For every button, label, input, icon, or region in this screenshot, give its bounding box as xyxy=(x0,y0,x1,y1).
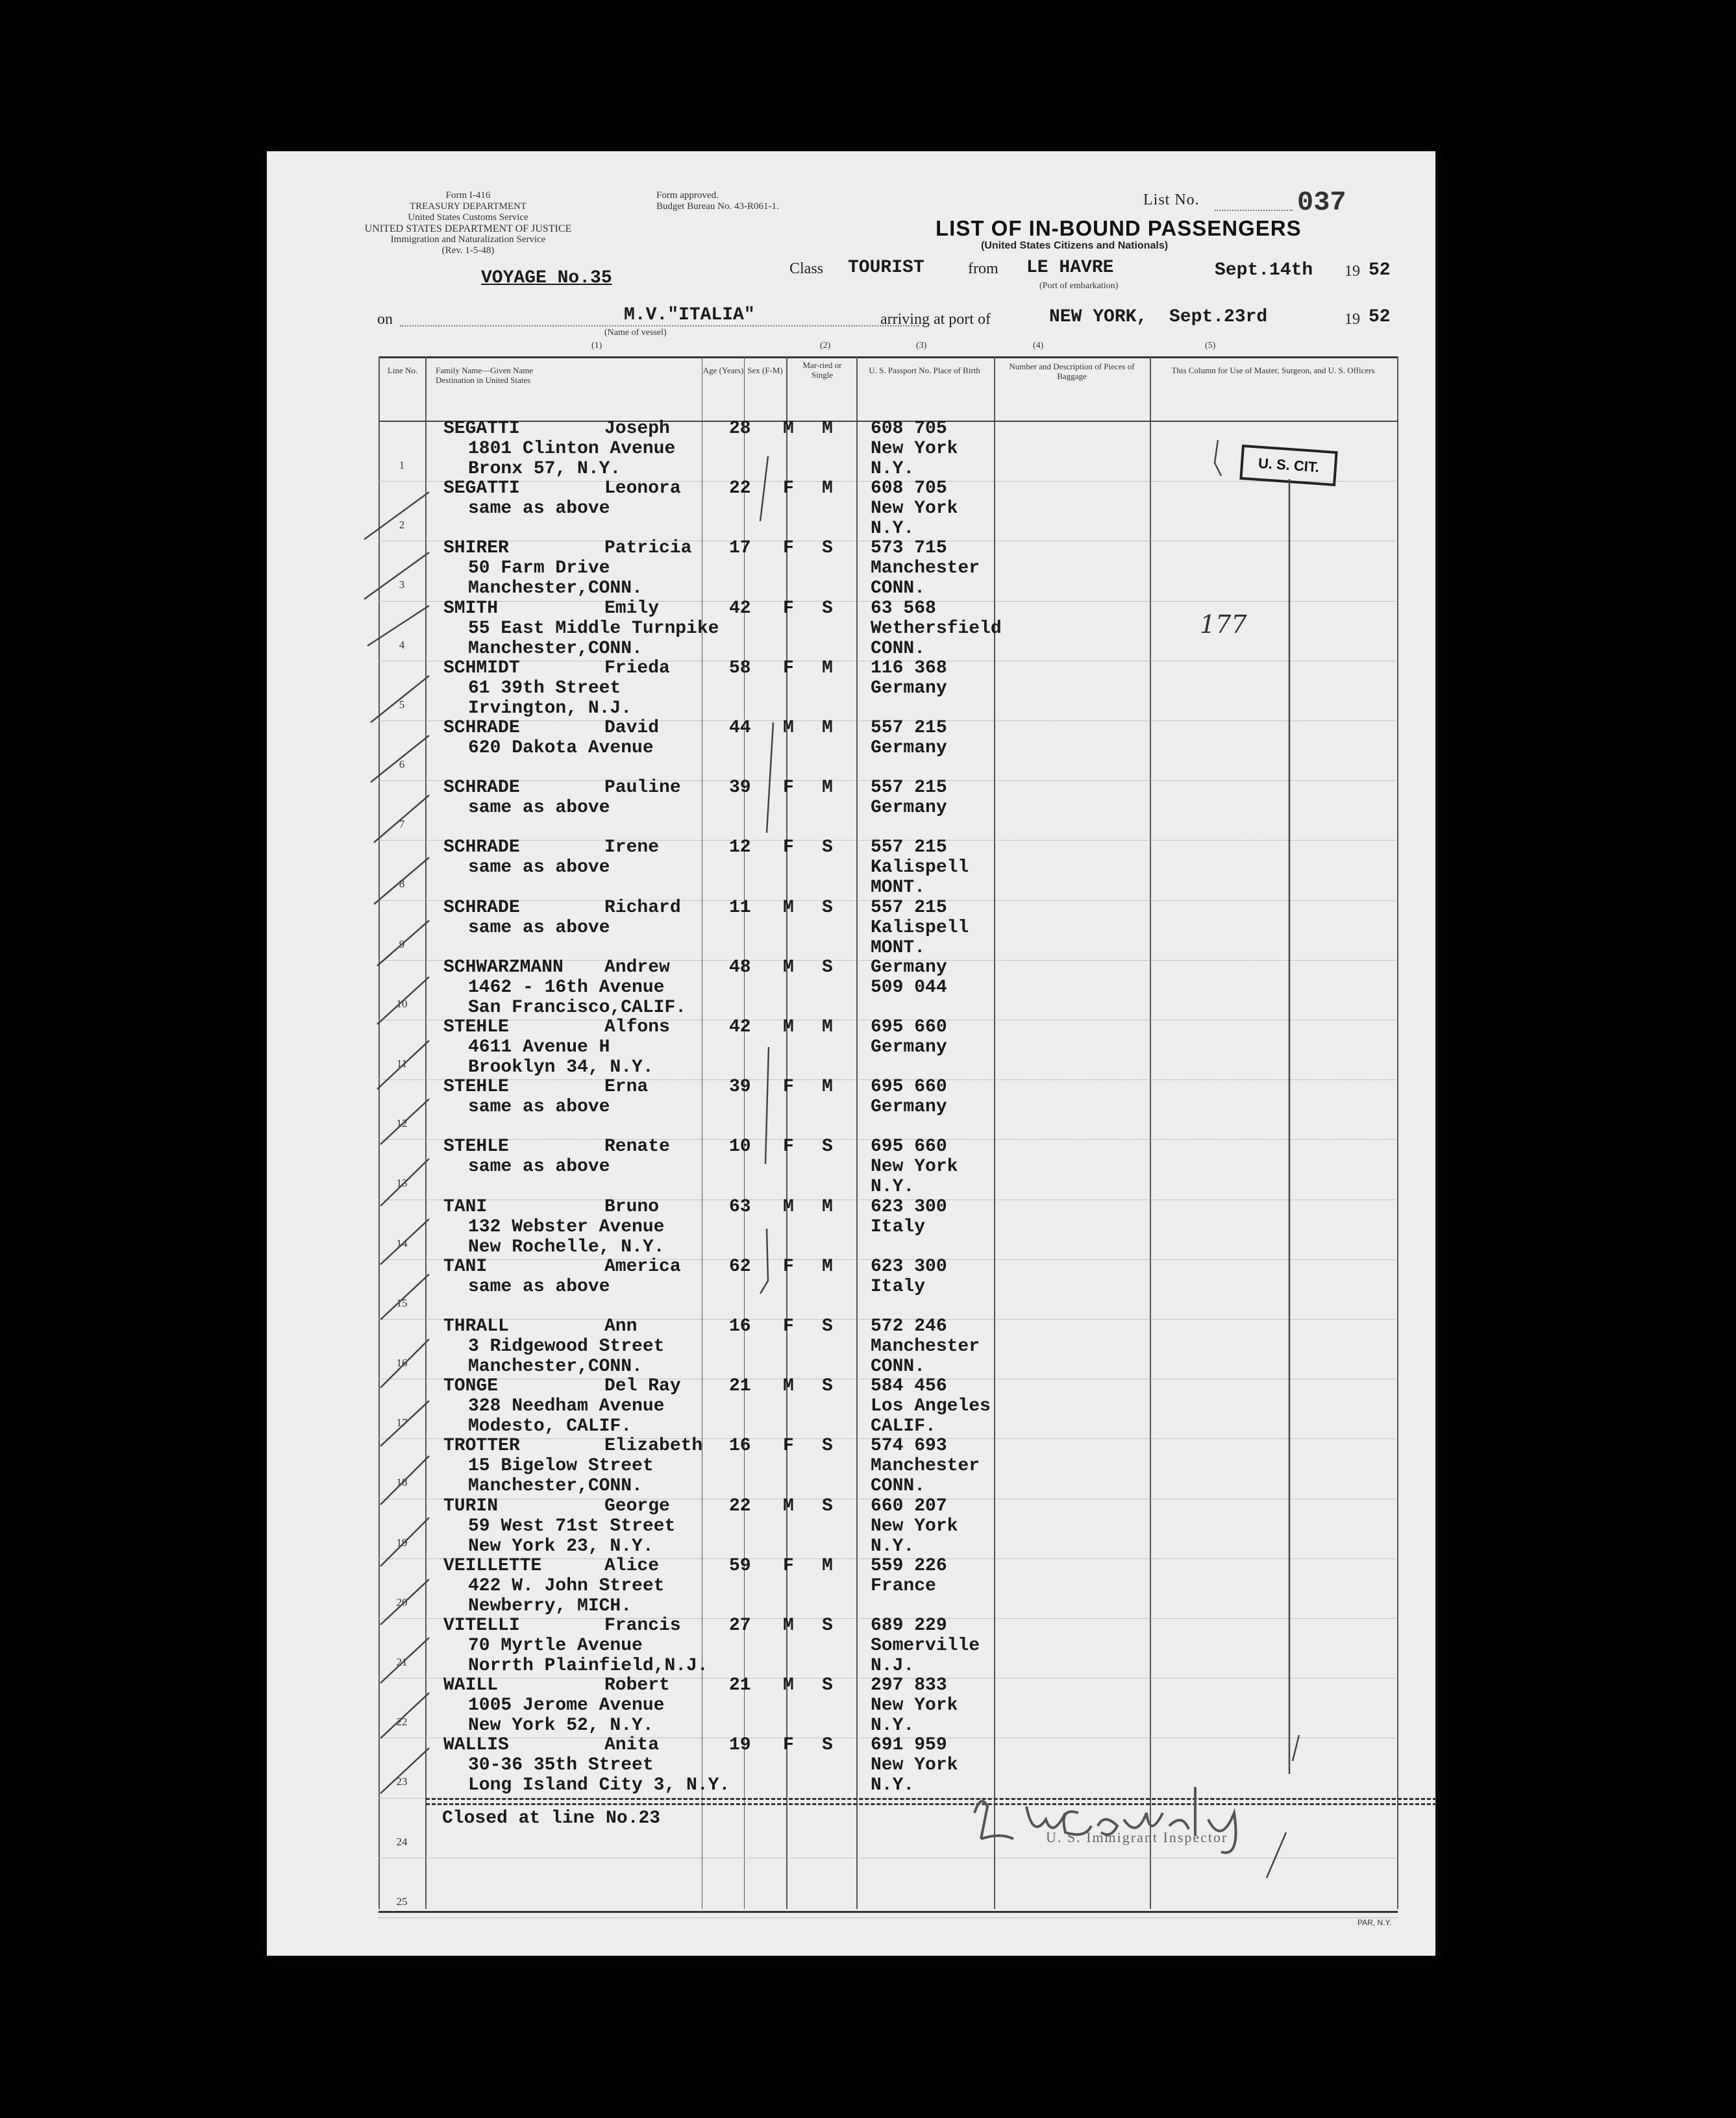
passport-number: 573 715 xyxy=(871,538,947,559)
class-label: Class xyxy=(789,260,824,277)
place-of-birth: New York xyxy=(871,1755,958,1776)
year-1: 52 xyxy=(1369,260,1391,280)
sex: F xyxy=(783,1735,794,1756)
family-name: SEGATTI xyxy=(443,478,520,499)
given-name: Anita xyxy=(604,1735,660,1756)
us-citizen-stamp: U. S. CIT. xyxy=(1239,445,1337,486)
passport-number: 608 705 xyxy=(871,478,947,499)
place-of-birth: Italy xyxy=(871,1276,926,1297)
given-name: Leonora xyxy=(604,478,681,499)
age: 62 xyxy=(729,1256,751,1277)
col-num-3: (3) xyxy=(916,341,927,351)
closed-line-note: Closed at line No.23 xyxy=(442,1808,661,1829)
check-marks xyxy=(267,151,1435,1956)
vessel-name: M.V."ITALIA" xyxy=(624,305,755,325)
age: 27 xyxy=(729,1616,751,1636)
passport-number: 608 705 xyxy=(871,419,947,439)
col-num-1: (1) xyxy=(591,341,602,351)
family-name: SCHWARZMANN xyxy=(443,957,564,978)
passport-number: 572 246 xyxy=(871,1316,947,1336)
sex: M xyxy=(783,1376,794,1397)
form-number: Form I-416 xyxy=(445,190,491,201)
place-of-birth: Wethersfield xyxy=(871,618,1002,639)
sex: F xyxy=(783,598,794,619)
given-name: Robert xyxy=(604,1675,670,1696)
marital-status: M xyxy=(822,478,833,499)
place-of-birth: Germany xyxy=(871,798,947,819)
address-line-1: 422 W. John Street xyxy=(468,1575,665,1596)
address-line-1: 328 Needham Avenue xyxy=(468,1396,665,1417)
given-name: Joseph xyxy=(604,419,670,439)
age: 21 xyxy=(729,1376,751,1397)
family-name: SCHMIDT xyxy=(443,658,520,678)
place-of-birth-state: N.Y. xyxy=(871,459,915,479)
family-name: VEILLETTE xyxy=(443,1555,542,1576)
family-name: SCHRADE xyxy=(443,837,520,858)
inspector-title: U. S. Immigrant Inspector xyxy=(1046,1829,1228,1845)
sex: M xyxy=(783,419,794,439)
given-name: Patricia xyxy=(604,538,692,559)
given-name: David xyxy=(604,718,660,738)
sex: M xyxy=(783,1196,794,1217)
place-of-birth: Manchester xyxy=(871,1456,980,1477)
line-number: 8 xyxy=(399,878,405,890)
passport-number: 297 833 xyxy=(871,1675,947,1696)
family-name: TANI xyxy=(443,1196,488,1217)
age: 22 xyxy=(729,1496,751,1516)
list-no-label: List No. xyxy=(1143,191,1200,208)
age: 48 xyxy=(729,957,751,978)
given-name: Bruno xyxy=(604,1196,660,1217)
age: 16 xyxy=(729,1436,751,1457)
marital-status: M xyxy=(822,1256,833,1277)
line-number: 24 xyxy=(396,1836,408,1848)
approved-text: Form approved. xyxy=(656,190,719,201)
line-number: 2 xyxy=(399,519,405,531)
revision: (Rev. 1-5-48) xyxy=(441,245,495,256)
line-number: 5 xyxy=(399,698,405,711)
passport-number: Germany xyxy=(871,957,947,978)
sex: F xyxy=(783,1256,794,1277)
place-of-birth-state: N.Y. xyxy=(871,519,915,539)
from-label: from xyxy=(968,260,998,277)
place-of-birth-state: N.Y. xyxy=(871,1536,915,1557)
ins-service: Immigration and Naturalization Service xyxy=(390,234,546,245)
marital-status: S xyxy=(822,598,833,619)
address-line-2: New York 23, N.Y. xyxy=(468,1536,654,1557)
address-line-2: Newberry, MICH. xyxy=(468,1595,632,1616)
sex: M xyxy=(783,1616,794,1636)
address-line-2: Manchester,CONN. xyxy=(468,638,643,659)
class-value: TOURIST xyxy=(848,258,924,278)
line-number: 17 xyxy=(396,1416,408,1429)
arrival-port: NEW YORK, xyxy=(1049,307,1148,327)
given-name: Irene xyxy=(604,837,660,858)
passport-number: 557 215 xyxy=(871,718,947,738)
head-married: Mar-ried or Single xyxy=(802,360,842,380)
address-line-1: 4611 Avenue H xyxy=(468,1037,610,1057)
passport-number: 557 215 xyxy=(871,837,947,858)
sex: F xyxy=(783,478,794,499)
page-title: LIST OF IN-BOUND PASSENGERS xyxy=(936,216,1302,240)
age: 16 xyxy=(729,1316,751,1336)
marital-status: S xyxy=(822,1735,833,1756)
marital-status: M xyxy=(822,1196,833,1217)
head-passport: U. S. Passport No. Place of Birth xyxy=(869,365,980,375)
address-line-1: same as above xyxy=(468,917,610,938)
age: 11 xyxy=(729,897,751,918)
age: 22 xyxy=(729,478,751,499)
line-number: 9 xyxy=(399,938,405,950)
age: 17 xyxy=(729,538,751,559)
family-name: WALLIS xyxy=(443,1735,509,1756)
place-of-birth: Somerville xyxy=(871,1636,980,1656)
line-number: 10 xyxy=(396,998,408,1010)
place-of-birth: New York xyxy=(871,499,958,519)
place-of-birth-state: CONN. xyxy=(871,638,926,659)
marital-status: M xyxy=(822,658,833,678)
passport-number: 559 226 xyxy=(871,1555,947,1576)
passport-number: 557 215 xyxy=(871,778,947,798)
age: 58 xyxy=(729,658,751,678)
family-name: STEHLE xyxy=(443,1077,509,1098)
passport-number: 623 300 xyxy=(871,1256,947,1277)
col-num-2: (2) xyxy=(820,341,831,351)
address-line-2: Norrth Plainfield,N.J. xyxy=(468,1656,708,1676)
head-destination-label: Destination in United States xyxy=(436,375,531,385)
address-line-2: New York 52, N.Y. xyxy=(468,1716,654,1736)
place-of-birth-state: N.Y. xyxy=(871,1177,915,1198)
marital-status: S xyxy=(822,837,833,858)
place-of-birth-state: CONN. xyxy=(871,1476,926,1497)
given-name: America xyxy=(604,1256,681,1277)
marital-status: S xyxy=(822,897,833,918)
place-of-birth: Manchester xyxy=(871,1336,980,1357)
sex: M xyxy=(783,957,794,978)
address-line-1: 1801 Clinton Avenue xyxy=(468,439,676,459)
marital-status: S xyxy=(822,1436,833,1457)
sex: F xyxy=(783,1077,794,1098)
address-line-1: 30-36 35th Street xyxy=(468,1755,654,1776)
sex: F xyxy=(783,1555,794,1576)
place-of-birth-state: CONN. xyxy=(871,1357,926,1377)
line-number: 1 xyxy=(399,459,405,471)
family-name: SHIRER xyxy=(443,538,509,559)
departure-date: Sept.14th xyxy=(1215,260,1313,280)
address-line-1: 15 Bigelow Street xyxy=(468,1456,654,1477)
age: 12 xyxy=(729,837,751,858)
head-baggage: Number and Description of Pieces of Baggage xyxy=(1009,362,1135,381)
given-name: Frieda xyxy=(604,658,670,678)
place-of-birth: Kalispell xyxy=(871,857,969,878)
address-line-1: same as above xyxy=(468,1157,610,1177)
age: 59 xyxy=(729,1555,751,1576)
arrival-date: Sept.23rd xyxy=(1169,307,1268,327)
marital-status: M xyxy=(822,419,833,439)
place-of-birth: 509 044 xyxy=(871,977,947,998)
place-of-birth: Manchester xyxy=(871,558,980,579)
passport-number: 691 959 xyxy=(871,1735,947,1756)
given-name: Ann xyxy=(604,1316,638,1336)
vessel-caption: (Name of vessel) xyxy=(604,328,667,338)
given-name: Andrew xyxy=(604,957,670,978)
given-name: Erna xyxy=(604,1077,649,1098)
marital-status: M xyxy=(822,1077,833,1098)
justice-dept: UNITED STATES DEPARTMENT OF JUSTICE xyxy=(364,223,572,234)
passport-number: 695 660 xyxy=(871,1137,947,1157)
line-number: 18 xyxy=(396,1476,408,1488)
marital-status: S xyxy=(822,1376,833,1397)
address-line-1: 1462 - 16th Avenue xyxy=(468,977,665,998)
line-number: 22 xyxy=(396,1716,408,1728)
family-name: THRALL xyxy=(443,1316,509,1336)
col-num-5: (5) xyxy=(1205,341,1216,351)
place-of-birth-state: N.J. xyxy=(871,1656,915,1676)
on-label: on xyxy=(377,311,393,328)
marital-status: S xyxy=(822,1316,833,1336)
address-line-1: same as above xyxy=(468,499,610,519)
passport-number: 623 300 xyxy=(871,1196,947,1217)
marital-status: S xyxy=(822,1137,833,1157)
address-line-1: 620 Dakota Avenue xyxy=(468,738,654,758)
passport-number: 116 368 xyxy=(871,658,947,678)
line-number: 3 xyxy=(399,578,405,591)
address-line-2: Manchester,CONN. xyxy=(468,578,643,599)
address-line-1: same as above xyxy=(468,1276,610,1297)
sex: M xyxy=(783,718,794,738)
head-officers: This Column for Use of Master, Surgeon, and U. S. Officers xyxy=(1171,365,1375,375)
given-name: Pauline xyxy=(604,778,681,798)
place-of-birth: Italy xyxy=(871,1216,926,1237)
place-of-birth-state: CONN. xyxy=(871,578,926,599)
marital-status: S xyxy=(822,1675,833,1696)
age: 63 xyxy=(729,1196,751,1217)
family-name: SEGATTI xyxy=(443,419,520,439)
address-line-2: San Francisco,CALIF. xyxy=(468,997,687,1018)
address-line-1: 70 Myrtle Avenue xyxy=(468,1636,643,1656)
place-of-birth: Germany xyxy=(871,738,947,758)
head-line-no: Line No. xyxy=(387,365,418,375)
marital-status: S xyxy=(822,538,833,559)
passport-number: 63 568 xyxy=(871,598,936,619)
family-name: SCHRADE xyxy=(443,718,520,738)
treasury-dept: TREASURY DEPARTMENT xyxy=(409,201,527,212)
list-no-value: 037 xyxy=(1297,187,1346,218)
age: 42 xyxy=(729,598,751,619)
age: 21 xyxy=(729,1675,751,1696)
address-line-2: Long Island City 3, N.Y. xyxy=(468,1775,730,1796)
voyage-number: VOYAGE No.35 xyxy=(481,268,612,288)
address-line-2: Manchester,CONN. xyxy=(468,1476,643,1497)
family-name: TURIN xyxy=(443,1496,499,1516)
passport-number: 695 660 xyxy=(871,1077,947,1098)
family-name: SCHRADE xyxy=(443,897,520,918)
sex: F xyxy=(783,538,794,559)
line-number: 11 xyxy=(396,1057,408,1070)
line-number: 23 xyxy=(396,1775,408,1788)
year-prefix-2: 19 xyxy=(1345,311,1360,328)
passport-number: 689 229 xyxy=(871,1616,947,1636)
given-name: Emily xyxy=(604,598,660,619)
family-name: TANI xyxy=(443,1256,488,1277)
sex: F xyxy=(783,1436,794,1457)
line-number: 7 xyxy=(399,818,405,830)
place-of-birth: New York xyxy=(871,439,958,459)
family-name: TROTTER xyxy=(443,1436,520,1457)
year-2: 52 xyxy=(1369,307,1391,327)
passport-number: 660 207 xyxy=(871,1496,947,1516)
sex: F xyxy=(783,778,794,798)
marital-status: S xyxy=(822,957,833,978)
budget-bureau: Budget Bureau No. 43-R061-1. xyxy=(656,201,779,212)
sex: F xyxy=(783,1137,794,1157)
place-of-birth: Germany xyxy=(871,678,947,698)
given-name: Alfons xyxy=(604,1017,670,1037)
line-number: 15 xyxy=(396,1297,408,1309)
page-subtitle: (United States Citizens and Nationals) xyxy=(981,240,1169,251)
sex: F xyxy=(783,658,794,678)
family-name: WAILL xyxy=(443,1675,499,1696)
manifest-page xyxy=(267,151,1435,1956)
passport-number: 695 660 xyxy=(871,1017,947,1037)
age: 28 xyxy=(729,419,751,439)
line-number: 25 xyxy=(396,1895,408,1908)
given-name: Richard xyxy=(604,897,681,918)
address-line-2: New Rochelle, N.Y. xyxy=(468,1237,665,1257)
address-line-2: Manchester,CONN. xyxy=(468,1357,643,1377)
line-number: 13 xyxy=(396,1177,408,1189)
address-line-1: 59 West 71st Street xyxy=(468,1516,676,1536)
arriving-label: arriving at port of xyxy=(880,311,991,328)
line-number: 12 xyxy=(396,1117,408,1129)
given-name: Elizabeth xyxy=(604,1436,703,1457)
place-of-birth-state: MONT. xyxy=(871,878,926,898)
place-of-birth: Los Angeles xyxy=(871,1396,991,1417)
port-caption: (Port of embarkation) xyxy=(1039,281,1119,291)
address-line-1: 132 Webster Avenue xyxy=(468,1216,665,1237)
sex: M xyxy=(783,1675,794,1696)
sex: M xyxy=(783,897,794,918)
address-line-1: same as above xyxy=(468,1097,610,1118)
age: 42 xyxy=(729,1017,751,1037)
line-number: 6 xyxy=(399,758,405,770)
address-line-1: 1005 Jerome Avenue xyxy=(468,1695,665,1716)
marital-status: S xyxy=(822,1496,833,1516)
place-of-birth: New York xyxy=(871,1516,958,1536)
address-line-2: Modesto, CALIF. xyxy=(468,1416,632,1437)
address-line-1: 3 Ridgewood Street xyxy=(468,1336,665,1357)
address-line-1: same as above xyxy=(468,857,610,878)
line-number: 4 xyxy=(399,639,405,651)
place-of-birth: New York xyxy=(871,1157,958,1177)
marital-status: S xyxy=(822,1616,833,1636)
head-age: Age (Years) xyxy=(702,365,744,375)
line-number: 16 xyxy=(396,1357,408,1369)
address-line-1: 55 East Middle Turnpike xyxy=(468,618,719,639)
place-of-birth: Germany xyxy=(871,1097,947,1118)
handwritten-number: 177 xyxy=(1200,610,1247,639)
address-line-2: Irvington, N.J. xyxy=(468,698,632,719)
age: 19 xyxy=(729,1735,751,1756)
printer-mark: PAR, N.Y. xyxy=(1358,1918,1392,1927)
sex: M xyxy=(783,1017,794,1037)
place-of-birth: Germany xyxy=(871,1037,947,1057)
given-name: Renate xyxy=(604,1137,670,1157)
given-name: Francis xyxy=(604,1616,681,1636)
given-name: Del Ray xyxy=(604,1376,681,1397)
line-number: 19 xyxy=(396,1536,408,1549)
family-name: STEHLE xyxy=(443,1017,509,1037)
family-name: SMITH xyxy=(443,598,499,619)
place-of-birth: France xyxy=(871,1575,936,1596)
age: 10 xyxy=(729,1137,751,1157)
head-name-label: Family Name—Given Name xyxy=(436,365,534,375)
marital-status: M xyxy=(822,718,833,738)
customs-service: United States Customs Service xyxy=(408,212,528,223)
place-of-birth-state: N.Y. xyxy=(871,1716,915,1736)
age: 39 xyxy=(729,778,751,798)
marital-status: M xyxy=(822,1017,833,1037)
address-line-1: same as above xyxy=(468,798,610,819)
sex: F xyxy=(783,837,794,858)
family-name: SCHRADE xyxy=(443,778,520,798)
address-line-2: Bronx 57, N.Y. xyxy=(468,459,621,479)
place-of-birth-state: MONT. xyxy=(871,937,926,958)
col-num-4: (4) xyxy=(1033,341,1044,351)
line-number: 14 xyxy=(396,1237,408,1250)
place-of-birth-state: N.Y. xyxy=(871,1775,915,1796)
family-name: STEHLE xyxy=(443,1137,509,1157)
place-of-birth: New York xyxy=(871,1695,958,1716)
place-of-birth: Kalispell xyxy=(871,917,969,938)
head-sex: Sex (F-M) xyxy=(747,365,783,375)
place-of-birth-state: CALIF. xyxy=(871,1416,936,1437)
passport-number: 574 693 xyxy=(871,1436,947,1457)
embark-port: LE HAVRE xyxy=(1026,258,1114,278)
passport-number: 584 456 xyxy=(871,1376,947,1397)
family-name: TONGE xyxy=(443,1376,499,1397)
line-number: 21 xyxy=(396,1656,408,1668)
year-prefix-1: 19 xyxy=(1345,263,1360,280)
marital-status: M xyxy=(822,778,833,798)
age: 44 xyxy=(729,718,751,738)
given-name: George xyxy=(604,1496,670,1516)
sex: M xyxy=(783,1496,794,1516)
family-name: VITELLI xyxy=(443,1616,520,1636)
given-name: Alice xyxy=(604,1555,660,1576)
passport-number: 557 215 xyxy=(871,897,947,918)
marital-status: M xyxy=(822,1555,833,1576)
address-line-1: 50 Farm Drive xyxy=(468,558,610,579)
age: 39 xyxy=(729,1077,751,1098)
line-number: 20 xyxy=(396,1596,408,1608)
address-line-1: 61 39th Street xyxy=(468,678,621,698)
sex: F xyxy=(783,1316,794,1336)
address-line-2: Brooklyn 34, N.Y. xyxy=(468,1057,654,1077)
